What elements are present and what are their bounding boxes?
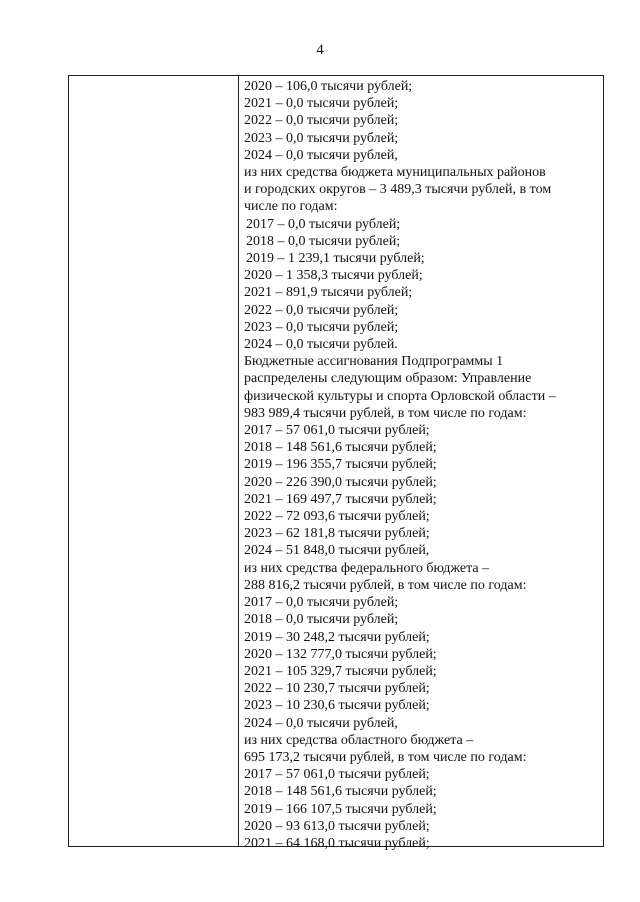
text-line: 2019 – 196 355,7 тысячи рублей;	[244, 457, 437, 473]
text-line: 2018 – 0,0 тысячи рублей;	[244, 612, 399, 628]
text-line: 2018 – 0,0 тысячи рублей;	[246, 233, 401, 249]
text-line: и городских округов – 3 489,3 тысячи рублей, в том	[244, 182, 552, 198]
text-line: 288 816,2 тысячи рублей, в том числе по годам:	[244, 577, 527, 593]
text-line: 2022 – 72 093,6 тысячи рублей;	[244, 509, 430, 525]
page-number: 4	[316, 42, 324, 58]
text-line: числе по годам:	[244, 199, 338, 215]
text-line: 2017 – 0,0 тысячи рублей;	[244, 595, 399, 611]
text-line: из них средства федерального бюджета –	[244, 560, 490, 576]
text-line: 2017 – 57 061,0 тысячи рублей;	[244, 423, 430, 439]
table-cell-right	[244, 78, 600, 852]
document-table	[68, 75, 604, 851]
text-line: 2022 – 0,0 тысячи рублей;	[244, 302, 399, 318]
text-line: 2021 – 0,0 тысячи рублей;	[244, 96, 399, 112]
text-line: 2020 – 226 390,0 тысячи рублей;	[244, 474, 437, 490]
text-line: 2023 – 0,0 тысячи рублей;	[244, 130, 399, 146]
text-line: 695 173,2 тысячи рублей, в том числе по годам:	[244, 749, 527, 765]
text-line: 2021 – 64 168,0 тысячи рублей;	[244, 835, 430, 851]
text-line: 2021 – 891,9 тысячи рублей;	[244, 285, 413, 301]
text-line: из них средства областного бюджета –	[244, 732, 474, 748]
text-line: 2020 – 132 777,0 тысячи рублей;	[244, 646, 437, 662]
text-line: 2022 – 10 230,7 тысячи рублей;	[244, 681, 430, 697]
text-line: 2017 – 57 061,0 тысячи рублей;	[244, 767, 430, 783]
text-line: 2021 – 105 329,7 тысячи рублей;	[244, 663, 437, 679]
text-line: 2024 – 51 848,0 тысячи рублей,	[244, 543, 430, 559]
table-cell-left	[69, 76, 238, 846]
text-line: 2022 – 0,0 тысячи рублей;	[244, 113, 399, 129]
text-line: 2019 – 30 248,2 тысячи рублей;	[244, 629, 430, 645]
text-line: 2019 – 166 107,5 тысячи рублей;	[244, 801, 437, 817]
text-line: 2020 – 106,0 тысячи рублей;	[244, 79, 413, 94]
text-line: 2024 – 0,0 тысячи рублей.	[244, 337, 398, 353]
text-line: 2024 – 0,0 тысячи рублей,	[244, 147, 398, 163]
text-line: 983 989,4 тысячи рублей, в том числе по годам:	[244, 405, 527, 421]
column-divider	[238, 76, 239, 846]
text-line: 2024 – 0,0 тысячи рублей,	[244, 715, 398, 731]
text-line: 2017 – 0,0 тысячи рублей;	[246, 216, 401, 232]
text-line: 2023 – 0,0 тысячи рублей;	[244, 319, 399, 335]
text-line: 2020 – 1 358,3 тысячи рублей;	[244, 268, 423, 284]
text-line: 2020 – 93 613,0 тысячи рублей;	[244, 818, 430, 834]
text-line: 2023 – 62 181,8 тысячи рублей;	[244, 526, 430, 542]
text-line: из них средства бюджета муниципальных районов	[244, 165, 546, 181]
text-line: 2018 – 148 561,6 тысячи рублей;	[244, 440, 437, 456]
text-line: Бюджетные ассигнования Подпрограммы 1	[244, 354, 504, 370]
text-line: 2019 – 1 239,1 тысячи рублей;	[246, 251, 425, 267]
text-line: распределены следующим образом: Управление	[244, 371, 532, 387]
text-line: 2023 – 10 230,6 тысячи рублей;	[244, 698, 430, 714]
text-line: 2021 – 169 497,7 тысячи рублей;	[244, 491, 437, 507]
text-line: физической культуры и спорта Орловской области –	[244, 388, 556, 404]
text-line: 2018 – 148 561,6 тысячи рублей;	[244, 784, 437, 800]
